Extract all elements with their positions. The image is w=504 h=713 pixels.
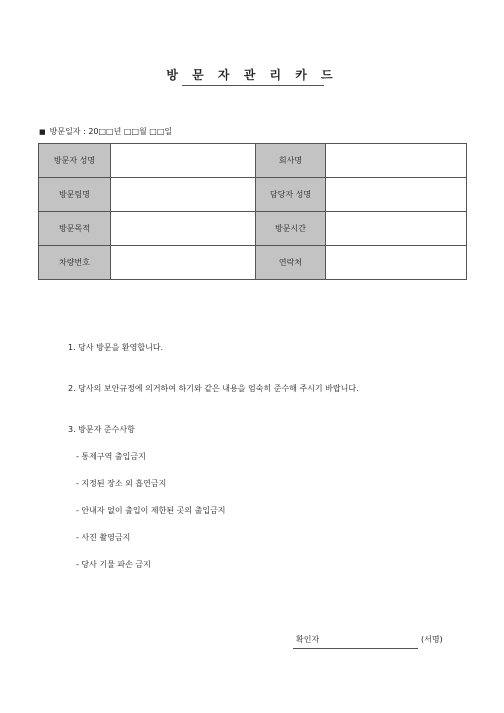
phone-field[interactable] [326,246,467,280]
rule-item: - 지정된 장소 외 흡연금지 [76,479,167,488]
notice-welcome: 1. 당사 방문을 환영합니다. [68,343,164,352]
signature-line[interactable] [293,648,418,649]
confirmer-label: 확인자 [296,635,320,644]
company-name-field[interactable] [326,144,467,178]
visit-time-label: 방문시간 [256,212,326,246]
visit-team-label: 방문팀명 [39,178,111,212]
visit-time-field[interactable] [326,212,467,246]
visit-date-line [39,126,172,137]
visitor-info-table [38,143,467,280]
vehicle-number-field[interactable] [111,246,256,280]
rule-item: - 안내자 없이 출입이 제한된 곳의 출입금지 [76,506,226,515]
visitor-name-field[interactable] [111,144,256,178]
rule-item: - 사진 촬영금지 [76,533,131,542]
signature-note: (서명) [421,635,443,644]
notice-security-rules: 2. 당사의 보안규정에 의거하여 하기와 같은 내용을 엄숙히 준수해 주시기 바랍니다. [68,384,359,393]
visit-date-text: 방문일자 : 20□□년 □□월 □□일 [49,127,173,136]
notice-visitor-rules-heading: 3. 방문자 준수사항 [68,425,135,434]
rule-item: - 통제구역 출입금지 [76,452,146,461]
visit-purpose-label: 방문목적 [39,212,111,246]
visit-team-field[interactable] [111,178,256,212]
table-row [39,212,467,246]
table-row [39,178,467,212]
contact-person-label: 담당자 성명 [256,178,326,212]
rule-item: - 당사 기물 파손 금지 [76,560,151,569]
table-row [39,246,467,280]
visit-purpose-field[interactable] [111,212,256,246]
vehicle-number-label: 차량번호 [39,246,111,280]
title-underline [182,85,324,86]
square-bullet-icon: ■ [39,128,46,136]
phone-label: 연락처 [256,246,326,280]
contact-person-field[interactable] [326,178,467,212]
visitor-name-label: 방문자 성명 [39,144,111,178]
table-row [39,144,467,178]
document-title: 방 문 자 관 리 카 드 [166,68,338,82]
company-name-label: 회사명 [256,144,326,178]
